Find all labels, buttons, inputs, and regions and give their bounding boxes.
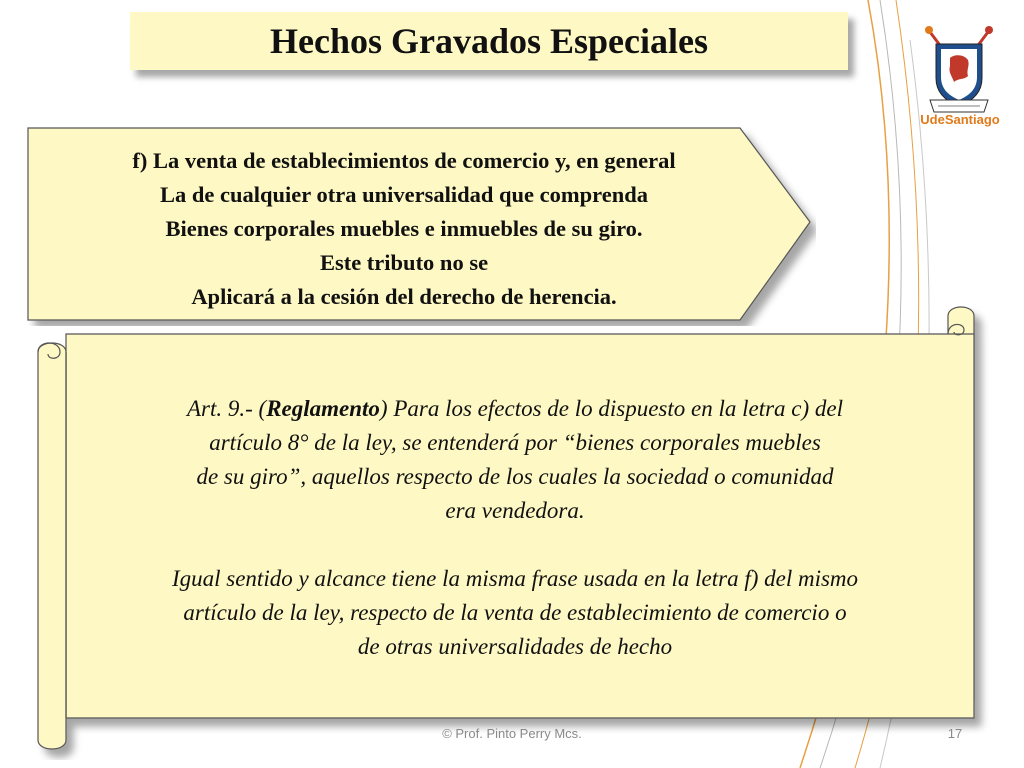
article-line-3: de su giro”, aquellos respecto de los cuales la sociedad o comunidad [196,464,834,489]
arrow-line-1: f) La venta de establecimientos de comercio y, en general [132,148,676,173]
article-line-2: artículo 8° de la ley, se entenderá por “bienes corporales muebles [209,430,821,455]
footer-credit: © Prof. Pinto Perry Mcs. [442,726,582,741]
arrow-line-5: Aplicará a la cesión del derecho de herencia. [191,284,617,309]
article-line-4: era vendedora. [445,498,585,523]
page-number: 17 [947,726,963,741]
title-box [130,12,848,70]
article-after-bold: ) Para los efectos de lo dispuesto en la letra c) del [379,396,844,421]
page-title: Hechos Gravados Especiales [270,21,708,61]
scroll-panel [30,300,990,760]
arrow-callout [26,126,816,326]
para2-line-3: de otras universalidades de hecho [357,634,673,659]
arrow-text [34,144,774,314]
para2-line-2: artículo de la ley, respecto de la venta de establecimiento de comercio o [183,600,847,625]
arrow-line-4: Este tributo no se [319,250,489,275]
arrow-line-2: La de cualquier otra universalidad que comprenda [160,182,648,207]
article-bold: Reglamento [266,396,380,421]
university-name: UdeSantiago [920,112,1000,127]
arrow-line-3: Bienes corporales muebles e inmuebles de su giro. [165,216,643,241]
para2-line-1: Igual sentido y alcance tiene la misma frase usada en la letra f) del mismo [171,566,859,591]
article-lead: Art. 9.- ( [186,396,267,421]
article-first-line [90,392,940,426]
scroll-text [90,392,940,664]
paragraph-gap [90,528,940,562]
